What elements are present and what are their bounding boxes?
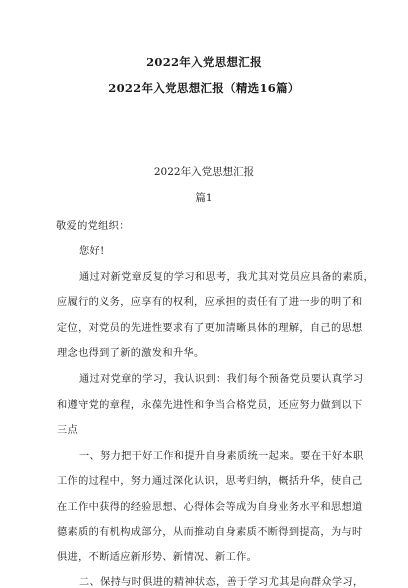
paragraph-line: 三点 — [57, 425, 79, 436]
part-number: 篇1 — [195, 192, 213, 204]
salutation: 敬爱的党组织： — [56, 221, 130, 232]
paragraph-line: 通过对党章的学习，我认识到：我们每个预备党员要认真学习 — [79, 374, 364, 385]
paragraph-line: 定位，对党员的先进性要求有了更加清晰具体的理解，自己的思想 — [57, 323, 363, 334]
paragraph-line: 在工作中获得的经验思想、心得体会等成为自身业务水平和思想道 — [57, 502, 363, 513]
paragraph-line: 理念也得到了新的激发和升华。 — [57, 348, 205, 359]
paragraph-line: 俱进，不断适应新形势、新情况、新工作。 — [57, 552, 258, 563]
paragraph-line: 通过对新党章反复的学习和思考，我尤其对党员应具备的素质， — [79, 272, 375, 283]
paragraph-line: 一、努力把干好工作和提升自身素质统一起来。要在干好本职 — [79, 451, 364, 462]
paragraph-line: 德素质的有机构成部分，从而推动自身素质不断得到提高，为与时 — [57, 527, 363, 538]
paragraph-line: 应履行的义务，应享有的权利，应承担的责任有了进一步的明了和 — [57, 297, 363, 308]
paragraph-line: 二、保持与时俱进的精神状态，善于学习尤其是向群众学习， — [79, 577, 364, 588]
paragraph-line: 工作的过程中，努力通过深化认识，思考归纳，概括升华，使自己 — [57, 476, 363, 487]
section-title: 2022年入党思想汇报 — [153, 166, 255, 178]
document-subtitle: 2022年入党思想汇报（精选16篇） — [108, 81, 300, 95]
greeting: 您好! — [79, 246, 105, 257]
paragraph-line: 和遵守党的章程，永葆先进性和争当合格党员，还应努力做到以下 — [57, 400, 363, 411]
document-title: 2022年入党思想汇报 — [146, 55, 262, 69]
